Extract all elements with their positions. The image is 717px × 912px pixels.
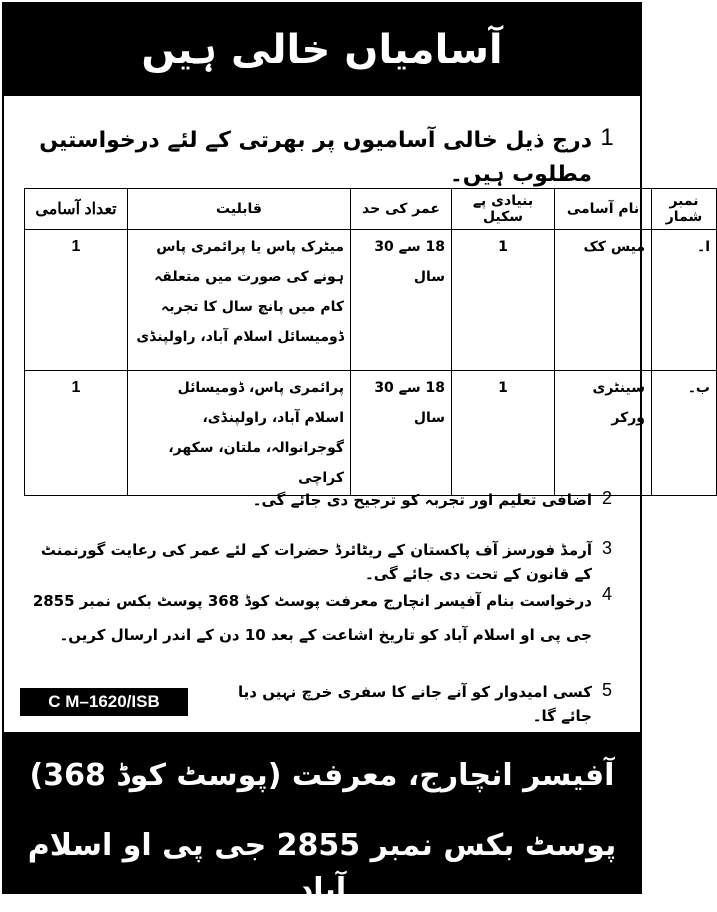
header-post: نام آسامی — [555, 189, 652, 230]
cell-qualification: پرائمری پاس، ڈومیسائل اسلام آباد، راولپنڈی، گوجرانوالہ، ملتان، سکھر، کراچی — [128, 371, 351, 496]
cell-serial: ا۔ — [652, 230, 717, 371]
cell-age: 18 سے 30 سال — [351, 230, 452, 371]
item-number: 1 — [600, 124, 614, 151]
footer-address-line1: آفیسر انچارج، معرفت (پوسٹ کوڈ 368) — [29, 758, 615, 793]
table-header-row — [25, 189, 717, 230]
item-number: 2 — [601, 488, 612, 508]
item-number: 3 — [601, 538, 612, 558]
cell-scale: 1 — [452, 371, 555, 496]
note-item — [24, 488, 622, 512]
item-number: 4 — [601, 584, 612, 604]
advertisement — [2, 2, 710, 907]
vacancy-table — [24, 188, 717, 496]
header-count: تعداد آسامی — [25, 189, 128, 230]
header-serial: نمبر شمار — [652, 189, 717, 230]
item-text: کسی امیدوار کو آنے جانے کا سفری خرچ نہیں دیا جائے گا۔ — [238, 683, 592, 725]
reference-code: C M–1620/ISB — [20, 688, 188, 716]
cell-scale: 1 — [452, 230, 555, 371]
cell-post: سینٹری ورکر — [555, 371, 652, 496]
note-item — [24, 538, 622, 586]
intro-item — [24, 124, 622, 192]
note-item — [204, 680, 622, 728]
header-banner — [4, 4, 640, 96]
cell-age: 18 سے 30 سال — [351, 371, 452, 496]
header-scale: بنیادی پے سکیل — [452, 189, 555, 230]
item-text: اضافی تعلیم اور تجربہ کو ترجیح دی جائے گی۔ — [252, 491, 592, 509]
cell-qualification: میٹرک پاس یا پرائمری پاس ہونے کی صورت میں متعلقہ کام میں پانچ سال کا تجربہ ڈومیسائل اسلام آباد، راولپنڈی — [128, 230, 351, 371]
cell-post: میس کک — [555, 230, 652, 371]
cell-serial: ب۔ — [652, 371, 717, 496]
note-item — [24, 584, 622, 652]
header-qualification: قابلیت — [128, 189, 351, 230]
item-text: درج ذیل خالی آسامیوں پر بھرتی کے لئے درخواستیں مطلوب ہیں۔ — [39, 128, 592, 187]
table-row — [25, 230, 717, 371]
cell-count: 1 — [25, 371, 128, 496]
item-text: درخواست بنام آفیسر انچارج معرفت پوسٹ کوڈ 368 پوسٹ بکس نمبر 2855 جی پی او اسلام آباد کو تاریخ اشاعت کے بعد 10 دن کے اندر ارسال کریں۔ — [32, 592, 592, 644]
table-row — [25, 371, 717, 496]
item-number: 5 — [601, 680, 612, 700]
footer-address-line2: پوسٹ بکس نمبر 2855 جی پی او اسلام آباد — [27, 828, 617, 907]
cell-count: 1 — [25, 230, 128, 371]
header-age: عمر کی حد — [351, 189, 452, 230]
item-text: آرمڈ فورسز آف پاکستان کے ریٹائرڈ حضرات کے لئے عمر کی رعایت گورنمنٹ کے قانون کے تحت دی جائے گی۔ — [40, 541, 592, 583]
footer-banner — [4, 732, 640, 907]
header-title: آسامیاں خالی ہیں — [141, 27, 503, 73]
